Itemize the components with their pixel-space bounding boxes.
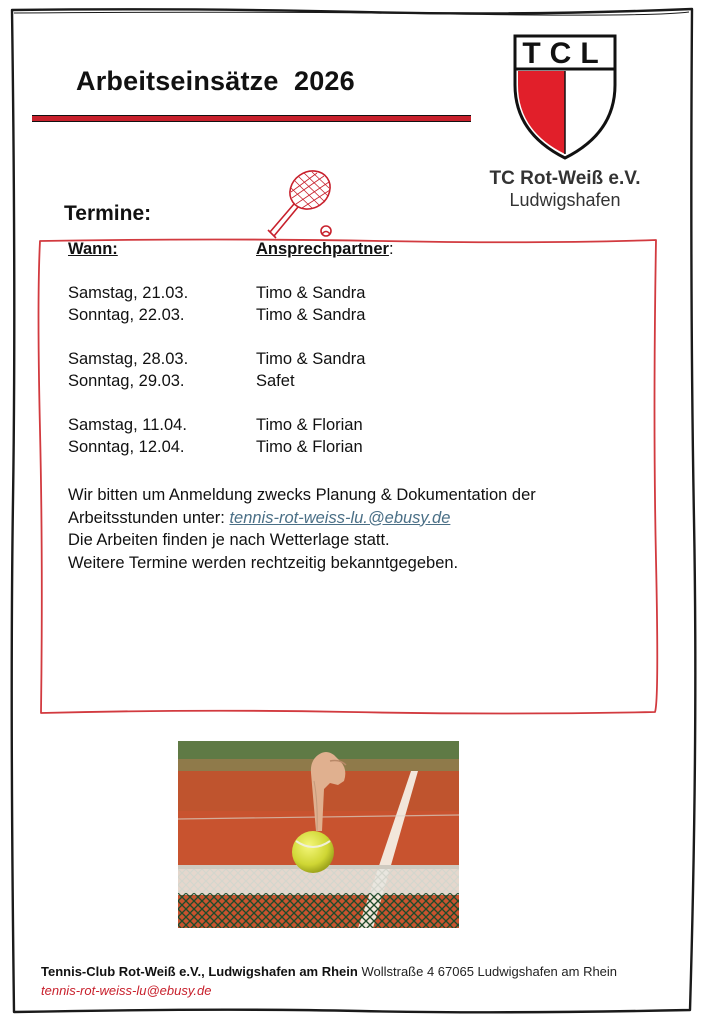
page-title: Arbeitseinsätze 2026	[76, 66, 355, 96]
tennis-net-photo	[178, 741, 459, 928]
row-contact: Timo & Florian	[256, 438, 363, 456]
footer-email-link[interactable]: tennis-rot-weiss-lu@ebusy.de	[41, 983, 212, 998]
row-contact: Timo & Florian	[256, 415, 363, 434]
header-contact: Ansprechpartner	[256, 240, 389, 258]
footer-org: Tennis-Club Rot-Weiß e.V., Ludwigshafen am Rhein	[41, 964, 358, 979]
header-when: Wann:	[68, 240, 118, 258]
header-contact-wrap	[256, 240, 394, 259]
row-date: Samstag, 21.03.	[68, 283, 189, 302]
notes-line: Weitere Termine werden rechtzeitig bekanntgegeben.	[68, 553, 459, 572]
row-date: Sonntag, 22.03.	[68, 306, 185, 324]
row-contact: Timo & Sandra	[256, 283, 366, 302]
notes-line-with-email	[68, 507, 638, 530]
section-heading: Termine:	[64, 202, 152, 225]
row-date: Sonntag, 29.03.	[68, 372, 185, 390]
row-contact: Safet	[256, 372, 295, 390]
notes-line: Wir bitten um Anmeldung zwecks Planung & Dokumentation der	[68, 486, 536, 504]
header-contact-colon: :	[388, 240, 394, 258]
row-date: Samstag, 11.04.	[68, 415, 187, 434]
club-city: Ludwigshafen	[509, 190, 621, 210]
row-contact: Timo & Sandra	[256, 306, 366, 324]
footer-street: Wollstraße 4 67065 Ludwigshafen am Rhein	[357, 964, 618, 979]
notes-line-prefix: Arbeitsstunden unter:	[68, 508, 230, 527]
row-date: Samstag, 28.03.	[68, 349, 189, 368]
row-date: Sonntag, 12.04.	[68, 438, 185, 456]
logo-letters: TCL	[522, 37, 608, 70]
notes-paragraph	[68, 484, 638, 574]
club-name: TC Rot-Weiß e.V.	[489, 168, 641, 189]
footer-address	[41, 964, 617, 979]
row-contact: Timo & Sandra	[256, 349, 366, 368]
registration-email-link[interactable]: tennis-rot-weiss-lu.@ebusy.de	[229, 508, 451, 527]
notes-line: Die Arbeiten finden je nach Wetterlage statt.	[68, 531, 390, 549]
